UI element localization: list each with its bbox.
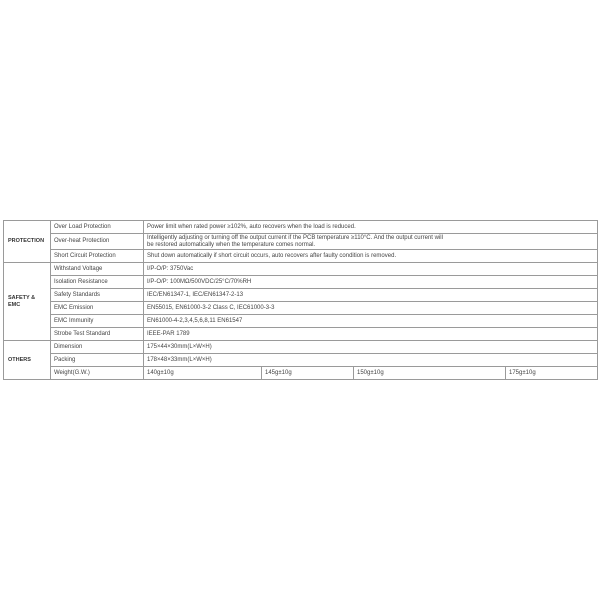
table-row [4, 276, 598, 289]
row-label: Packing [51, 354, 144, 367]
category-line: EMC [8, 301, 21, 308]
category-protection: PROTECTION [4, 221, 51, 263]
row-value: I/P-O/P: 3750Vac [144, 263, 598, 276]
row-value [144, 234, 598, 250]
row-value: EN61000-4-2,3,4,5,6,8,11 EN61547 [144, 315, 598, 328]
row-label: Strobe Test Standard [51, 328, 144, 341]
table-row [4, 328, 598, 341]
row-label: Weight(G.W.) [51, 367, 144, 380]
row-value: Shut down automatically if short circuit occurs, auto recovers after faulty condition is removed. [144, 250, 598, 263]
row-label: Over Load Protection [51, 221, 144, 234]
category-others: OTHERS [4, 341, 51, 380]
weight-value: 150g±10g [354, 367, 506, 380]
row-value: 178×48×33mm(L×W×H) [144, 354, 598, 367]
row-label: Short Circuit Protection [51, 250, 144, 263]
row-label: Over-heat Protection [51, 234, 144, 250]
table-row [4, 302, 598, 315]
weight-value: 140g±10g [144, 367, 262, 380]
specification-table [3, 220, 598, 380]
row-value: Power limit when rated power ≥102%, auto recovers when the load is reduced. [144, 221, 598, 234]
table-row [4, 367, 598, 380]
table-row [4, 354, 598, 367]
table-row [4, 263, 598, 276]
row-value: IEEE-PAR 1789 [144, 328, 598, 341]
table-row [4, 289, 598, 302]
table-row [4, 234, 598, 250]
row-value: 175×44×30mm(L×W×H) [144, 341, 598, 354]
category-safety-emc [4, 263, 51, 341]
row-value-line: Intelligently adjusting or turning off the output current if the PCB temperature ≥110°C. And the output current will [147, 234, 443, 241]
row-label: Isolation Resistance [51, 276, 144, 289]
row-label: EMC Emission [51, 302, 144, 315]
table-row [4, 221, 598, 234]
category-line: SAFETY & [8, 294, 36, 301]
table-row [4, 341, 598, 354]
table-row [4, 315, 598, 328]
row-value: I/P-O/P: 100MΩ/500VDC/25°C/70%RH [144, 276, 598, 289]
row-label: EMC Immunity [51, 315, 144, 328]
table-row [4, 250, 598, 263]
row-label: Withstand Voltage [51, 263, 144, 276]
row-value: IEC/EN61347-1, IEC/EN61347-2-13 [144, 289, 598, 302]
row-value: EN55015, EN61000-3-2 Class C, IEC61000-3-3 [144, 302, 598, 315]
row-label: Safety Standards [51, 289, 144, 302]
row-value-line: be restored automatically when the temperature comes normal. [147, 241, 316, 248]
weight-value: 175g±10g [506, 367, 598, 380]
row-label: Dimension [51, 341, 144, 354]
weight-value: 145g±10g [262, 367, 354, 380]
